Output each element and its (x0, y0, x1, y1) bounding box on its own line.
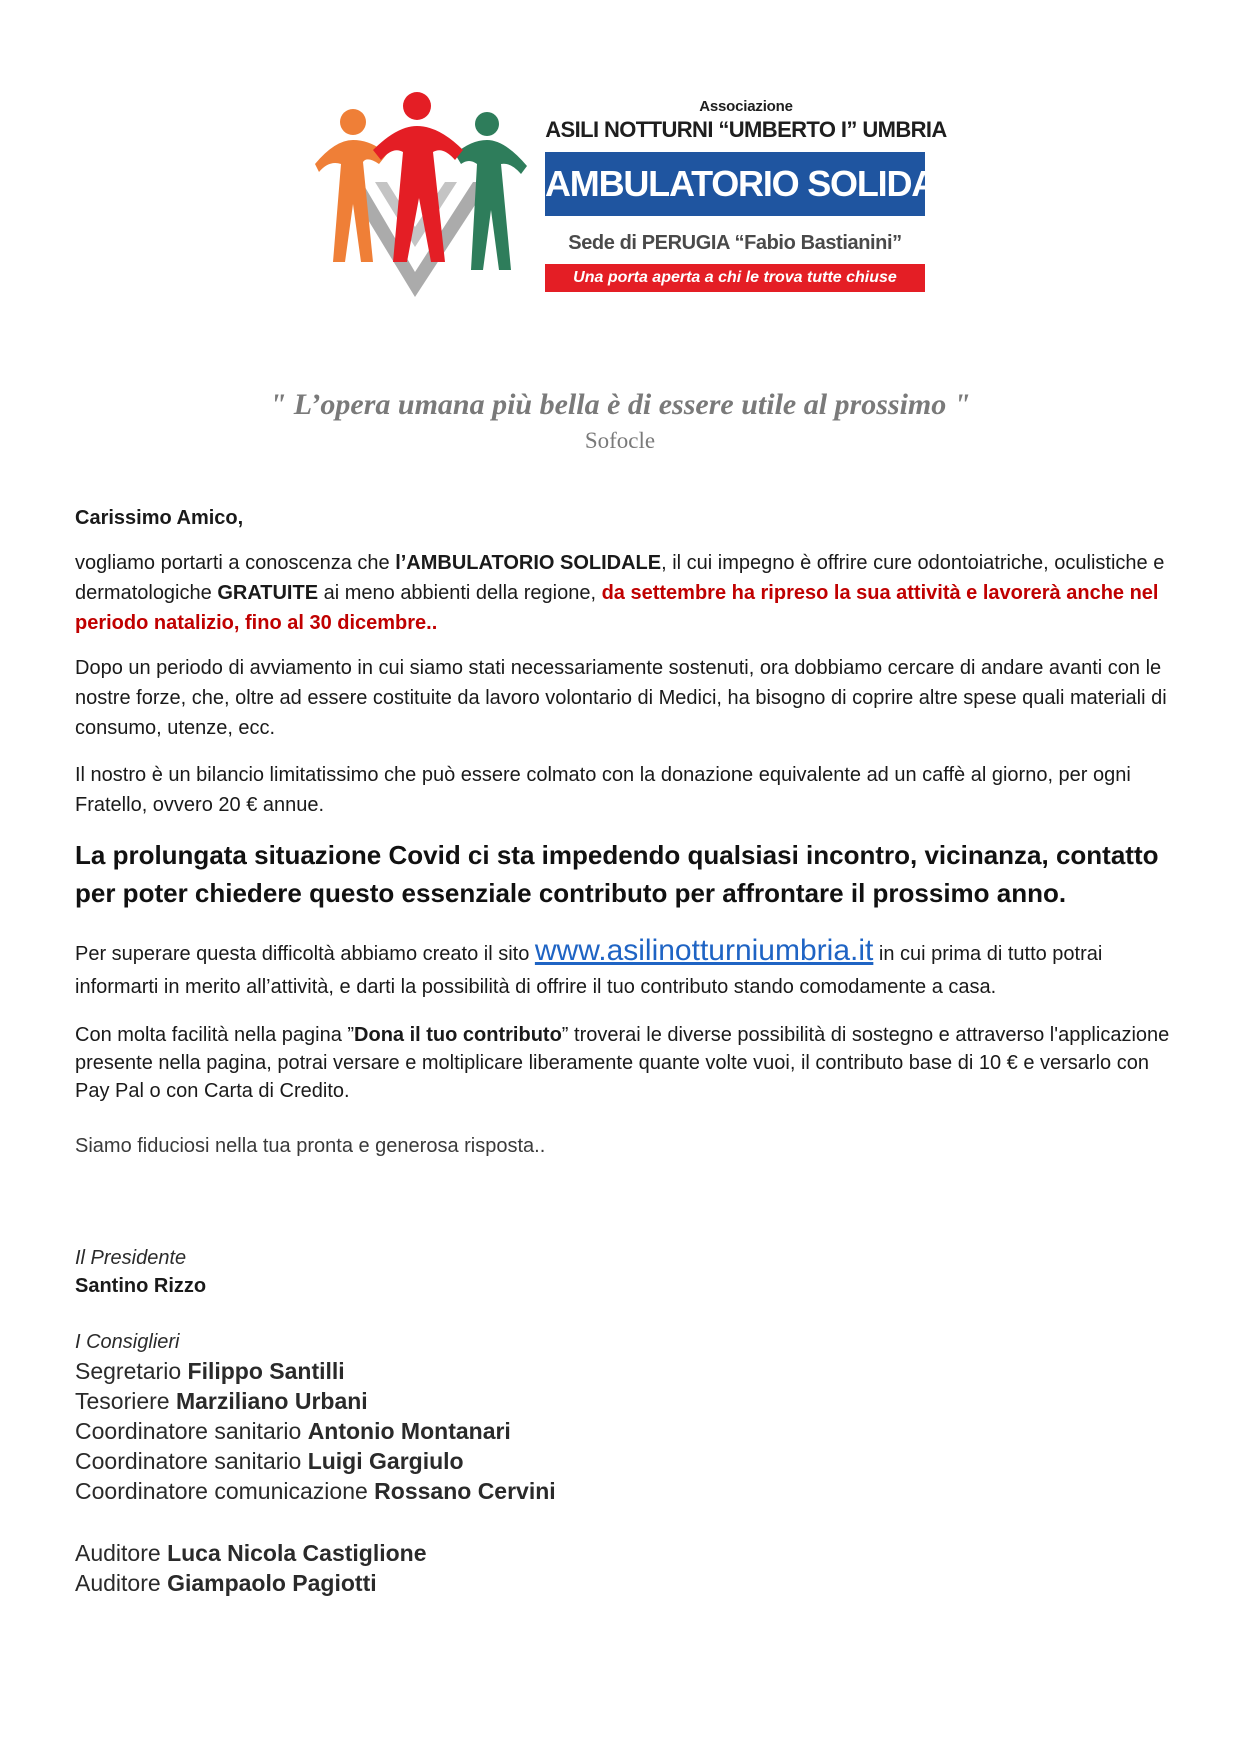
p4-text-b: in cui prima di tutto potrai informarti in merito all’attività, e darti la possibilità di offrire il tuo contributo stando comodamente a casa. (75, 943, 1103, 998)
p5-text-a: Con molta facilità nella pagina ” (75, 1024, 355, 1046)
councillor-role: Coordinatore sanitario (75, 1418, 308, 1444)
councillor-name: Marziliano Urbani (175, 1388, 368, 1414)
councillor-role: Coordinatore sanitario (75, 1448, 308, 1474)
president-role: Il Presidente (75, 1247, 187, 1269)
auditor-role: Auditore (75, 1540, 168, 1566)
website-link[interactable]: www.asilinotturniumbria.it (534, 934, 874, 967)
paragraph-budget: Il nostro è un bilancio limitatissimo che può essere colmato con la donazione equivalente ad un caffè al giorno, per ogni Fratello, ovvero 20 € annue. (75, 764, 1131, 816)
p1-activity-notice: da settembre ha ripreso la sua attività e lavorerà anche nel periodo natalizio, fino al 30 dicembre.. (75, 582, 1159, 634)
p1-gratuite: GRATUITE (217, 582, 319, 604)
p1-text-e: ai meno abbienti della regione, (318, 582, 602, 604)
paragraph-donate (75, 1021, 1175, 1105)
auditor-name: Luca Nicola Castiglione (167, 1540, 427, 1566)
councillor-line (75, 1476, 975, 1506)
logo-title-banner (545, 152, 980, 216)
president-name: Santino Rizzo (75, 1275, 207, 1297)
paragraph-website (75, 934, 1175, 1004)
logo-tagline-banner (545, 264, 925, 292)
councillors-role: I Consiglieri (75, 1331, 180, 1353)
auditor-line (75, 1538, 975, 1568)
logo-title: AMBULATORIO SOLIDALE (545, 163, 980, 204)
logo-tagline: Una porta aperta a chi le trova tutte chiuse (573, 269, 897, 286)
councillors-list (75, 1356, 975, 1506)
councillor-role: Tesoriere (75, 1388, 176, 1414)
councillor-line (75, 1356, 975, 1386)
logo-association-name: ASILI NOTTURNI “UMBERTO I” UMBRIA (545, 117, 947, 142)
logo-seat: Sede di PERUGIA “Fabio Bastianini” (568, 232, 902, 254)
auditor-line (75, 1568, 975, 1598)
paragraph-intro (75, 548, 1175, 638)
quote-text: " L’opera umana più bella è di essere utile al prossimo " (269, 388, 971, 421)
councillor-name: Filippo Santilli (187, 1358, 345, 1384)
p5-text-c: ” troverai le diverse possibilità di sostegno e attraverso l'applicazione presente nella pagina, potrai versare e moltiplicare liberamente quante volte vuoi, il contributo base di 10 € e versarlo con Pay Pal o con Carta di Credito. (75, 1024, 1170, 1102)
p1-text-a: vogliamo portarti a conoscenza che (75, 552, 396, 574)
logo-association-label: Associazione (699, 98, 793, 115)
paragraph-funding: Dopo un periodo di avviamento in cui siamo stati necessariamente sostenuti, ora dobbiamo cercare di andare avanti con le nostre forze, che, oltre ad essere costituite da lavoro volontario di Medici, ha bisogno di coprire altre spese quali materiali di consumo, utenze, ecc. (75, 657, 1167, 739)
p1-text-c: , il cui impegno è offrire cure odontoiatriche, oculistiche e dermatologiche (75, 552, 1165, 604)
closing-line: Siamo fiduciosi nella tua pronta e generosa risposta.. (75, 1135, 546, 1157)
councillor-line (75, 1416, 975, 1446)
p1-ambulatorio: l’AMBULATORIO SOLIDALE (395, 552, 662, 574)
auditors-list (75, 1538, 975, 1598)
councillor-line (75, 1446, 975, 1476)
p4-text-a: Per superare questa difficoltà abbiamo creato il sito (75, 943, 535, 965)
councillor-line (75, 1386, 975, 1416)
councillor-name: Rossano Cervini (374, 1478, 556, 1504)
covid-highlight: La prolungata situazione Covid ci sta impedendo qualsiasi incontro, vicinanza, contatto per poter chiedere questo essenziale contributo per affrontare il prossimo anno. (75, 840, 1159, 908)
people-figures-logo-icon (305, 92, 545, 307)
p5-donate-page: Dona il tuo contributo (354, 1024, 562, 1046)
councillor-name: Luigi Gargiulo (307, 1448, 464, 1474)
councillor-role: Coordinatore comunicazione (75, 1478, 375, 1504)
auditor-role: Auditore (75, 1570, 168, 1596)
councillor-name: Antonio Montanari (307, 1418, 511, 1444)
quote-author: Sofocle (584, 428, 656, 453)
association-logo (305, 92, 980, 307)
auditor-name: Giampaolo Pagiotti (167, 1570, 377, 1596)
greeting: Carissimo Amico, (75, 507, 244, 529)
councillor-role: Segretario (75, 1358, 188, 1384)
